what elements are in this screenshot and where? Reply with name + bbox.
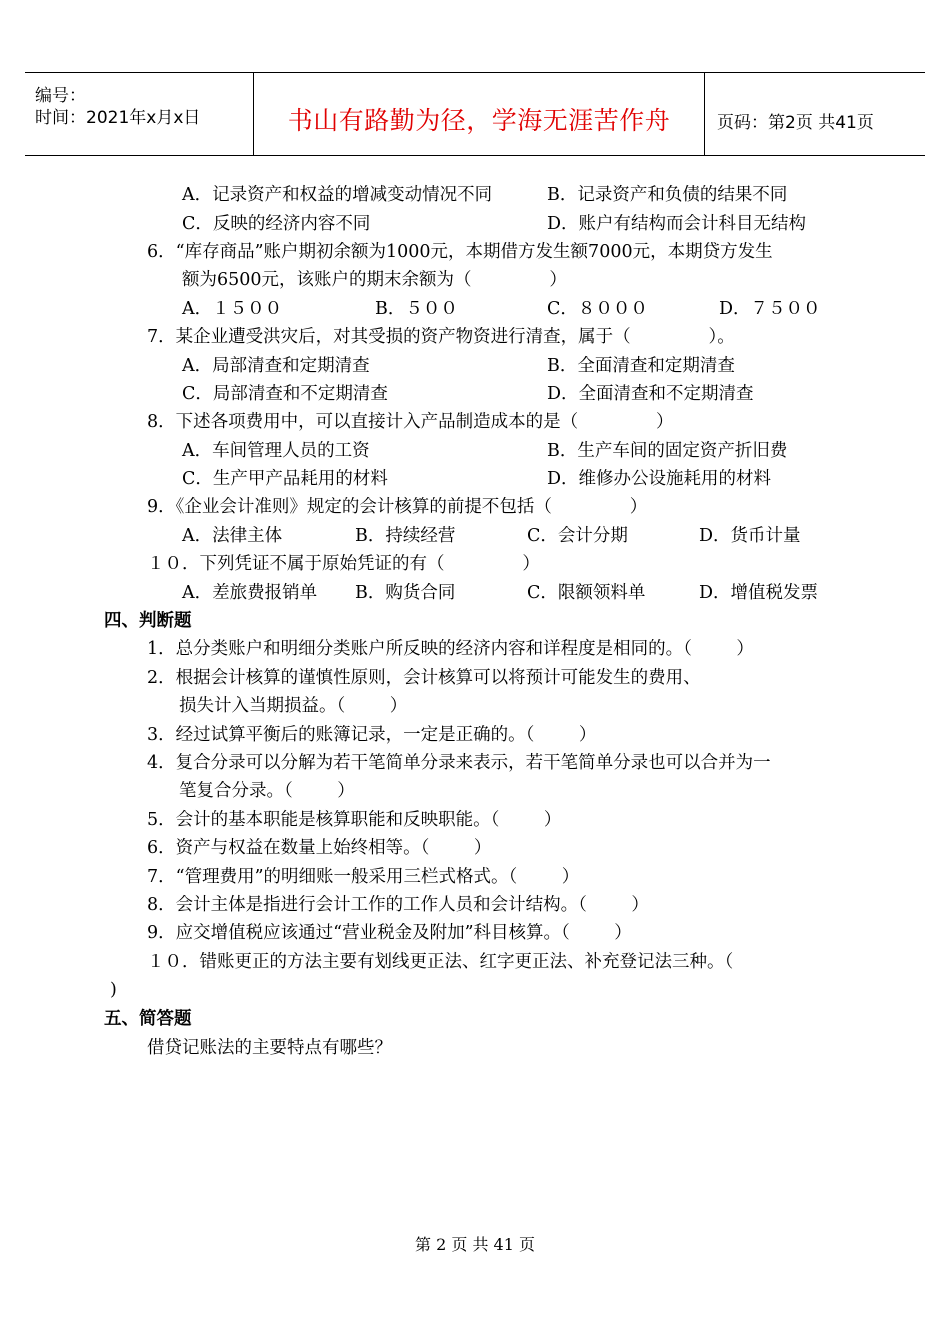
judge-item: 6．资产与权益在数量上始终相等。（ ） bbox=[147, 838, 492, 858]
q7-option-d: D．全面清查和不定期清查 bbox=[547, 384, 754, 404]
q5-option-b: B．记录资产和负债的结果不同 bbox=[547, 185, 788, 205]
q8-option-a: A．车间管理人员的工资 bbox=[182, 441, 370, 461]
page-footer: 第 2 页 共 41 页 bbox=[415, 1235, 535, 1254]
section4-title: 四、判断题 bbox=[104, 611, 192, 631]
q6-text-line1: 6．“库存商品”账户期初余额为1000元，本期借方发生额7000元，本期贷方发生 bbox=[147, 242, 773, 262]
section5-title: 五、简答题 bbox=[104, 1009, 192, 1029]
q6-option-a: A．１５００ bbox=[182, 299, 283, 319]
document-number-label: 编号： bbox=[35, 86, 86, 106]
q7-option-b: B．全面清查和定期清查 bbox=[547, 356, 735, 376]
header-left-cell bbox=[25, 73, 254, 155]
judge-item: 8．会计主体是指进行会计工作的工作人员和会计结构。（ ） bbox=[147, 895, 649, 915]
q9-text: 9．《企业会计准则》规定的会计核算的前提不包括（ ） bbox=[147, 497, 648, 517]
q10-option-d: D．增值税发票 bbox=[699, 583, 819, 603]
q8-option-b: B．生产车间的固定资产折旧费 bbox=[547, 441, 788, 461]
judge-item: 7．“管理费用”的明细账一般采用三栏式格式。（ ） bbox=[147, 867, 580, 887]
header-motto: 书山有路勤为径，学海无涯苦作舟 bbox=[287, 106, 671, 135]
q8-option-d: D．维修办公设施耗用的材料 bbox=[547, 469, 772, 489]
page-header bbox=[25, 72, 925, 156]
q6-text-line2: 额为6500元，该账户的期末余额为（ ） bbox=[182, 270, 567, 290]
judge-item-continuation: ) bbox=[110, 980, 117, 1000]
header-page-label: 页码：第2页 共41页 bbox=[717, 113, 874, 133]
q5-option-d: D．账户有结构而会计科目无结构 bbox=[547, 214, 807, 234]
judge-item: 5．会计的基本职能是核算职能和反映职能。（ ） bbox=[147, 810, 562, 830]
q9-option-c: C．会计分期 bbox=[527, 526, 628, 546]
judge-item: 1．总分类账户和明细分类账户所反映的经济内容和详程度是相同的。（ ） bbox=[147, 639, 754, 659]
judge-item: 4．复合分录可以分解为若干笔简单分录来表示，若干笔简单分录也可以合并为一 bbox=[147, 753, 771, 773]
judge-item: 2．根据会计核算的谨慎性原则，会计核算可以将预计可能发生的费用、 bbox=[147, 668, 701, 688]
q6-option-c: C．８０００ bbox=[547, 299, 648, 319]
header-right-cell bbox=[705, 73, 925, 155]
q7-option-a: A．局部清查和定期清查 bbox=[182, 356, 370, 376]
q10-option-b: B．购货合同 bbox=[355, 583, 456, 603]
q10-text: １０．下列凭证不属于原始凭证的有（ ） bbox=[147, 554, 540, 574]
document-time-label: 时间：2021年x月x日 bbox=[35, 108, 201, 128]
judge-item-continuation: 损失计入当期损益。（ ） bbox=[179, 696, 408, 716]
q6-option-b: B．５００ bbox=[375, 299, 458, 319]
judge-item: １０．错账更正的方法主要有划线更正法、红字更正法、补充登记法三种。（ bbox=[147, 952, 734, 972]
q5-option-c: C．反映的经济内容不同 bbox=[182, 214, 371, 234]
q7-option-c: C．局部清查和不定期清查 bbox=[182, 384, 388, 404]
q9-option-a: A．法律主体 bbox=[182, 526, 283, 546]
judge-item-continuation: 笔复合分录。（ ） bbox=[179, 781, 355, 801]
q5-option-a: A．记录资产和权益的增减变动情况不同 bbox=[182, 185, 493, 205]
q9-option-b: B．持续经营 bbox=[355, 526, 456, 546]
q6-option-d: D．７５００ bbox=[719, 299, 821, 319]
q8-text: 8．下述各项费用中，可以直接计入产品制造成本的是（ ） bbox=[147, 412, 674, 432]
short-answer-question: 借贷记账法的主要特点有哪些？ bbox=[147, 1038, 392, 1058]
header-center-cell bbox=[254, 73, 705, 155]
q9-option-d: D．货币计量 bbox=[699, 526, 801, 546]
q7-text: 7．某企业遭受洪灾后，对其受损的资产物资进行清查，属于（ ）。 bbox=[147, 327, 735, 347]
judge-item: 9．应交增值税应该通过“营业税金及附加”科目核算。（ ） bbox=[147, 923, 632, 943]
q10-option-a: A．差旅费报销单 bbox=[182, 583, 318, 603]
judge-item: 3．经过试算平衡后的账簿记录，一定是正确的。（ ） bbox=[147, 725, 597, 745]
q10-option-c: C．限额领料单 bbox=[527, 583, 646, 603]
q8-option-c: C．生产甲产品耗用的材料 bbox=[182, 469, 388, 489]
